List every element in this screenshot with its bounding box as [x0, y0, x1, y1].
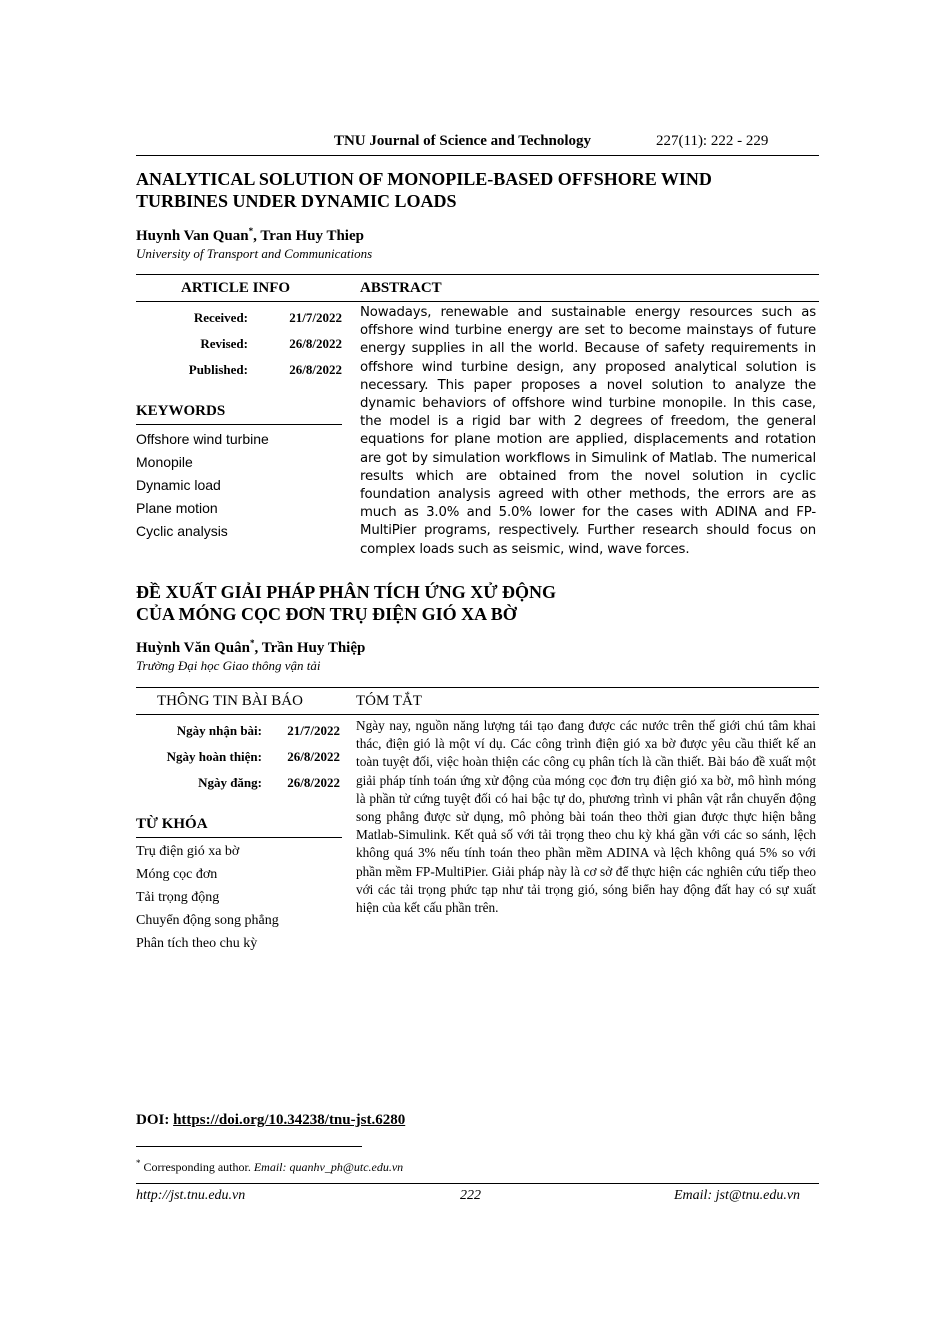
footnote: [136, 1158, 403, 1175]
vietnamese-title-line1: ĐỀ XUẤT GIẢI PHÁP PHÂN TÍCH ỨNG XỬ ĐỘNG: [136, 582, 557, 602]
footnote-text: Corresponding author.: [140, 1160, 254, 1174]
author-2: Tran Huy Thiep: [260, 228, 364, 244]
author-1: Huỳnh Văn Quân: [136, 640, 250, 656]
received-label: Received:: [193, 310, 248, 325]
keyword: Phân tích theo chu kỳ: [136, 936, 258, 951]
footnote-rule: [136, 1146, 362, 1147]
keyword: Plane motion: [136, 500, 218, 516]
author-1: Huynh Van Quan: [136, 228, 249, 244]
english-title-line2: TURBINES UNDER DYNAMIC LOADS: [136, 191, 457, 211]
keywords-rule: [136, 837, 342, 838]
footnote-mark: *: [136, 1158, 141, 1168]
keyword: Dynamic load: [136, 477, 221, 493]
keyword: Trụ điện gió xa bờ: [136, 844, 240, 859]
english-title: [136, 168, 816, 212]
published-label: Ngày đăng:: [198, 775, 262, 790]
keywords-heading: TỪ KHÓA: [136, 816, 208, 832]
keyword: Monopile: [136, 454, 193, 470]
corresponding-email: Email: quanhv_ph@utc.edu.vn: [253, 1160, 404, 1174]
published-label: Published:: [188, 362, 248, 377]
footer-email: Email: jst@tnu.edu.vn: [674, 1188, 801, 1203]
abstract-heading: TÓM TẮT: [356, 693, 422, 709]
corresponding-mark: *: [248, 226, 254, 236]
article-info-heading: THÔNG TIN BÀI BÁO: [157, 693, 303, 709]
keyword: Móng cọc đơn: [136, 867, 218, 882]
revised-date: 26/8/2022: [287, 749, 340, 764]
footer-rule: [136, 1183, 819, 1184]
doi-label: DOI:: [136, 1112, 174, 1128]
author-separator: ,: [254, 640, 262, 656]
keyword: Chuyển động song phẳng: [136, 913, 279, 928]
article-info-heading: ARTICLE INFO: [181, 280, 291, 296]
footer-website: http://jst.tnu.edu.vn: [136, 1188, 246, 1203]
section-header-rule: [136, 714, 819, 715]
doi: [136, 1112, 405, 1129]
vietnamese-abstract-text: Ngày nay, nguồn năng lượng tái tạo đang được các nước trên thế giới chú tâm khai thác, điện gió là một ví dụ. Các công trình điện gió xa bờ được yêu cầu thiết kế an toàn tuyệt đối, việc hoàn thiện các công cụ phân tích là cần thiết. Bài báo đề xuất một giải pháp tính toán ứng xử động của móng cọc đơn trụ điện gió xa bờ, mô hình móng là phần tử cứng tuyệt đối có hai bậc tự do, phương trình vi phân vật rắn chuyển động song phẳng được sử dụng, mô phỏng bài toán theo thời gian được thực hiện bằng Matlab-Simulink. Kết quả số với tải trọng theo chu kỳ khá gần với các so sánh, lệch không quá 3% nếu tính toán theo phần mềm ADINA và lệch không quá 5% so với phần mềm FP-MultiPier. Giải pháp này là cơ sở để thực hiện các nghiên cứu tiếp theo với các tải trọng phức tạp như tải trọng gió, sóng biển hay động đất hay có sự xuất hiện của kết cấu phần trên.: [356, 718, 816, 916]
english-title-line1: ANALYTICAL SOLUTION OF MONOPILE-BASED OFFSHORE WIND: [136, 169, 712, 189]
section-top-rule: [136, 274, 819, 275]
keyword: Tải trọng động: [136, 890, 220, 905]
vietnamese-authors: [136, 638, 365, 657]
issue-number: 227(11): 222 - 229: [656, 133, 769, 149]
vietnamese-affiliation: Trường Đại học Giao thông vận tải: [136, 658, 321, 673]
author-separator: ,: [253, 228, 261, 244]
doi-link[interactable]: https://doi.org/10.34238/tnu-jst.6280: [173, 1112, 406, 1128]
received-date: 21/7/2022: [289, 310, 342, 325]
revised-date: 26/8/2022: [289, 336, 342, 351]
journal-name: TNU Journal of Science and Technology: [333, 133, 592, 149]
vietnamese-title: [136, 581, 816, 625]
english-abstract-text: Nowadays, renewable and sustainable energy resources such as offshore wind turbine energy are set to become mainstays of future energy supplies in all the world. Because of safety requirements in offshore wind turbine design, any proposed analytical solution is necessary. This paper proposes a novel solution to analyze the dynamic behaviors of offshore wind turbine monopile. In this case, the model is a rigid bar with 2 degrees of freedom, the general equations for plane motion are applied, displacements and rotation are got by simulation workflows in Simulink of Matlab. The numerical results which are obtained from the novel solution in cyclic foundation analysis agreed with other methods, the errors are as much as 3.0% and 5.0% lower for the cases with ADINA and FP-MultiPier programs, respectively. Further research should focus on complex loads such as seismic, wind, wave forces.: [360, 305, 816, 557]
published-date: 26/8/2022: [289, 362, 342, 377]
received-label: Ngày nhận bài:: [176, 723, 262, 738]
keyword: Cyclic analysis: [136, 523, 228, 539]
keywords-heading: KEYWORDS: [136, 403, 226, 419]
page-number: 222: [460, 1188, 481, 1203]
section-header-rule: [136, 301, 819, 302]
keyword: Offshore wind turbine: [136, 431, 269, 447]
received-date: 21/7/2022: [287, 723, 340, 738]
abstract-heading: ABSTRACT: [360, 280, 442, 296]
keywords-rule: [136, 424, 342, 425]
corresponding-mark: *: [249, 638, 255, 648]
revised-label: Revised:: [200, 336, 248, 351]
vietnamese-title-line2: CỦA MÓNG CỌC ĐƠN TRỤ ĐIỆN GIÓ XA BỜ: [136, 604, 517, 624]
header-rule: [136, 155, 819, 156]
author-2: Trần Huy Thiệp: [261, 640, 366, 656]
english-authors: [136, 226, 364, 245]
revised-label: Ngày hoàn thiện:: [166, 749, 262, 764]
published-date: 26/8/2022: [287, 775, 340, 790]
english-affiliation: University of Transport and Communications: [136, 246, 373, 261]
section-top-rule: [136, 687, 819, 688]
